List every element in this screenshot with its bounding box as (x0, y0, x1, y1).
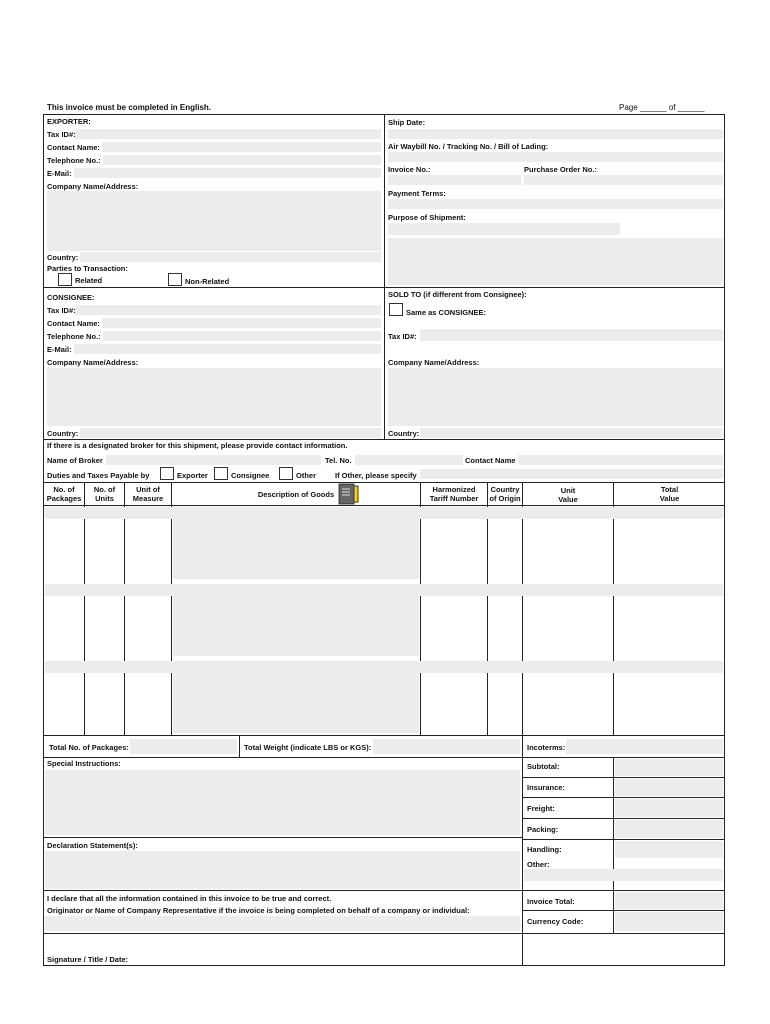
consignee-tax-id-label: Tax ID#: (47, 306, 76, 315)
parties-label: Parties to Transaction: (47, 264, 128, 273)
freight-label: Freight: (527, 804, 555, 813)
col-packages-header: No. of Packages (46, 485, 82, 503)
broker-contact-label: Contact Name (465, 456, 516, 465)
col-units-header: No. of Units (93, 485, 116, 503)
po-no-label: Purchase Order No.: (524, 165, 597, 174)
non-related-checkbox[interactable] (168, 273, 182, 286)
invoice-total-label: Invoice Total: (527, 897, 575, 906)
consignee-title: CONSIGNEE: (47, 293, 95, 302)
duties-other-specify-label: If Other, please specify (335, 471, 417, 480)
insurance-label: Insurance: (527, 783, 565, 792)
consignee-email-label: E-Mail: (47, 345, 72, 354)
certification-statement: I declare that all the information contained in this invoice to be true and correct. (47, 894, 332, 903)
non-related-label: Non-Related (185, 277, 230, 286)
duties-label: Duties and Taxes Payable by (47, 471, 150, 480)
awb-label: Air Waybill No. / Tracking No. / Bill of Lading: (388, 142, 549, 151)
duties-consignee-checkbox[interactable] (214, 467, 228, 480)
sold-to-company-label: Company Name/Address: (388, 358, 480, 367)
consignee-company-label: Company Name/Address: (47, 358, 139, 367)
exporter-phone-label: Telephone No.: (47, 156, 101, 165)
declaration-label: Declaration Statement(s): (47, 841, 138, 850)
col-unit-value-header: Unit Value (558, 486, 578, 504)
packing-label: Packing: (527, 825, 559, 834)
invoice-notice: This invoice must be completed in English. (47, 103, 212, 112)
col-hts-header: Harmonized Tariff Number (429, 485, 479, 503)
total-weight-label: Total Weight (indicate LBS or KGS): (244, 743, 372, 752)
duties-exporter-checkbox[interactable] (160, 467, 174, 480)
handling-label: Handling: (527, 845, 562, 854)
exporter-email-label: E-Mail: (47, 169, 72, 178)
exporter-company-label: Company Name/Address: (47, 182, 139, 191)
exporter-tax-id-label: Tax ID#: (47, 130, 76, 139)
note-icon[interactable] (338, 483, 360, 505)
total-packages-label: Total No. of Packages: (49, 743, 129, 752)
broker-name-label: Name of Broker (47, 456, 103, 465)
purpose-label: Purpose of Shipment: (388, 213, 466, 222)
broker-notice: If there is a designated broker for this shipment, please provide contact information. (47, 441, 348, 450)
col-country-header: Country of Origin (489, 485, 521, 503)
duties-consignee-label: Consignee (231, 471, 270, 480)
exporter-contact-label: Contact Name: (47, 143, 100, 152)
sold-to-tax-id-label: Tax ID#: (388, 332, 417, 341)
same-as-consignee-checkbox[interactable] (389, 303, 403, 316)
ship-date-label: Ship Date: (388, 118, 426, 127)
col-uom-header: Unit of Measure (132, 485, 164, 503)
goods-row[interactable] (45, 584, 723, 596)
same-as-consignee-label: Same as CONSIGNEE: (406, 308, 487, 317)
currency-code-label: Currency Code: (527, 917, 584, 926)
consignee-country-label: Country: (47, 429, 79, 438)
subtotal-label: Subtotal: (527, 762, 560, 771)
duties-exporter-label: Exporter (177, 471, 208, 480)
payment-terms-label: Payment Terms: (388, 189, 446, 198)
special-instructions-label: Special Instructions: (47, 759, 121, 768)
related-label: Related (75, 276, 103, 285)
goods-row[interactable] (45, 661, 723, 673)
incoterms-label: Incoterms: (527, 743, 566, 752)
other-charges-label: Other: (527, 860, 550, 869)
exporter-country-label: Country: (47, 253, 79, 262)
sold-to-country-label: Country: (388, 429, 420, 438)
col-total-value-header: Total Value (659, 485, 680, 503)
broker-tel-label: Tel. No. (325, 456, 352, 465)
consignee-contact-label: Contact Name: (47, 319, 100, 328)
page-number-label: Page ______ of ______ (619, 103, 705, 112)
exporter-title: EXPORTER: (47, 117, 91, 126)
related-checkbox[interactable] (58, 273, 72, 286)
goods-row[interactable] (45, 507, 723, 519)
originator-label: Originator or Name of Company Representative if the invoice is being completed on behalf of a company or individual: (47, 906, 470, 915)
col-description-header: Description of Goods (257, 490, 335, 499)
invoice-no-label: Invoice No.: (388, 165, 431, 174)
duties-other-checkbox[interactable] (279, 467, 293, 480)
consignee-phone-label: Telephone No.: (47, 332, 101, 341)
signature-label: Signature / Title / Date: (47, 955, 129, 964)
duties-other-label: Other (296, 471, 317, 480)
sold-to-title: SOLD TO (if different from Consignee): (388, 290, 527, 299)
